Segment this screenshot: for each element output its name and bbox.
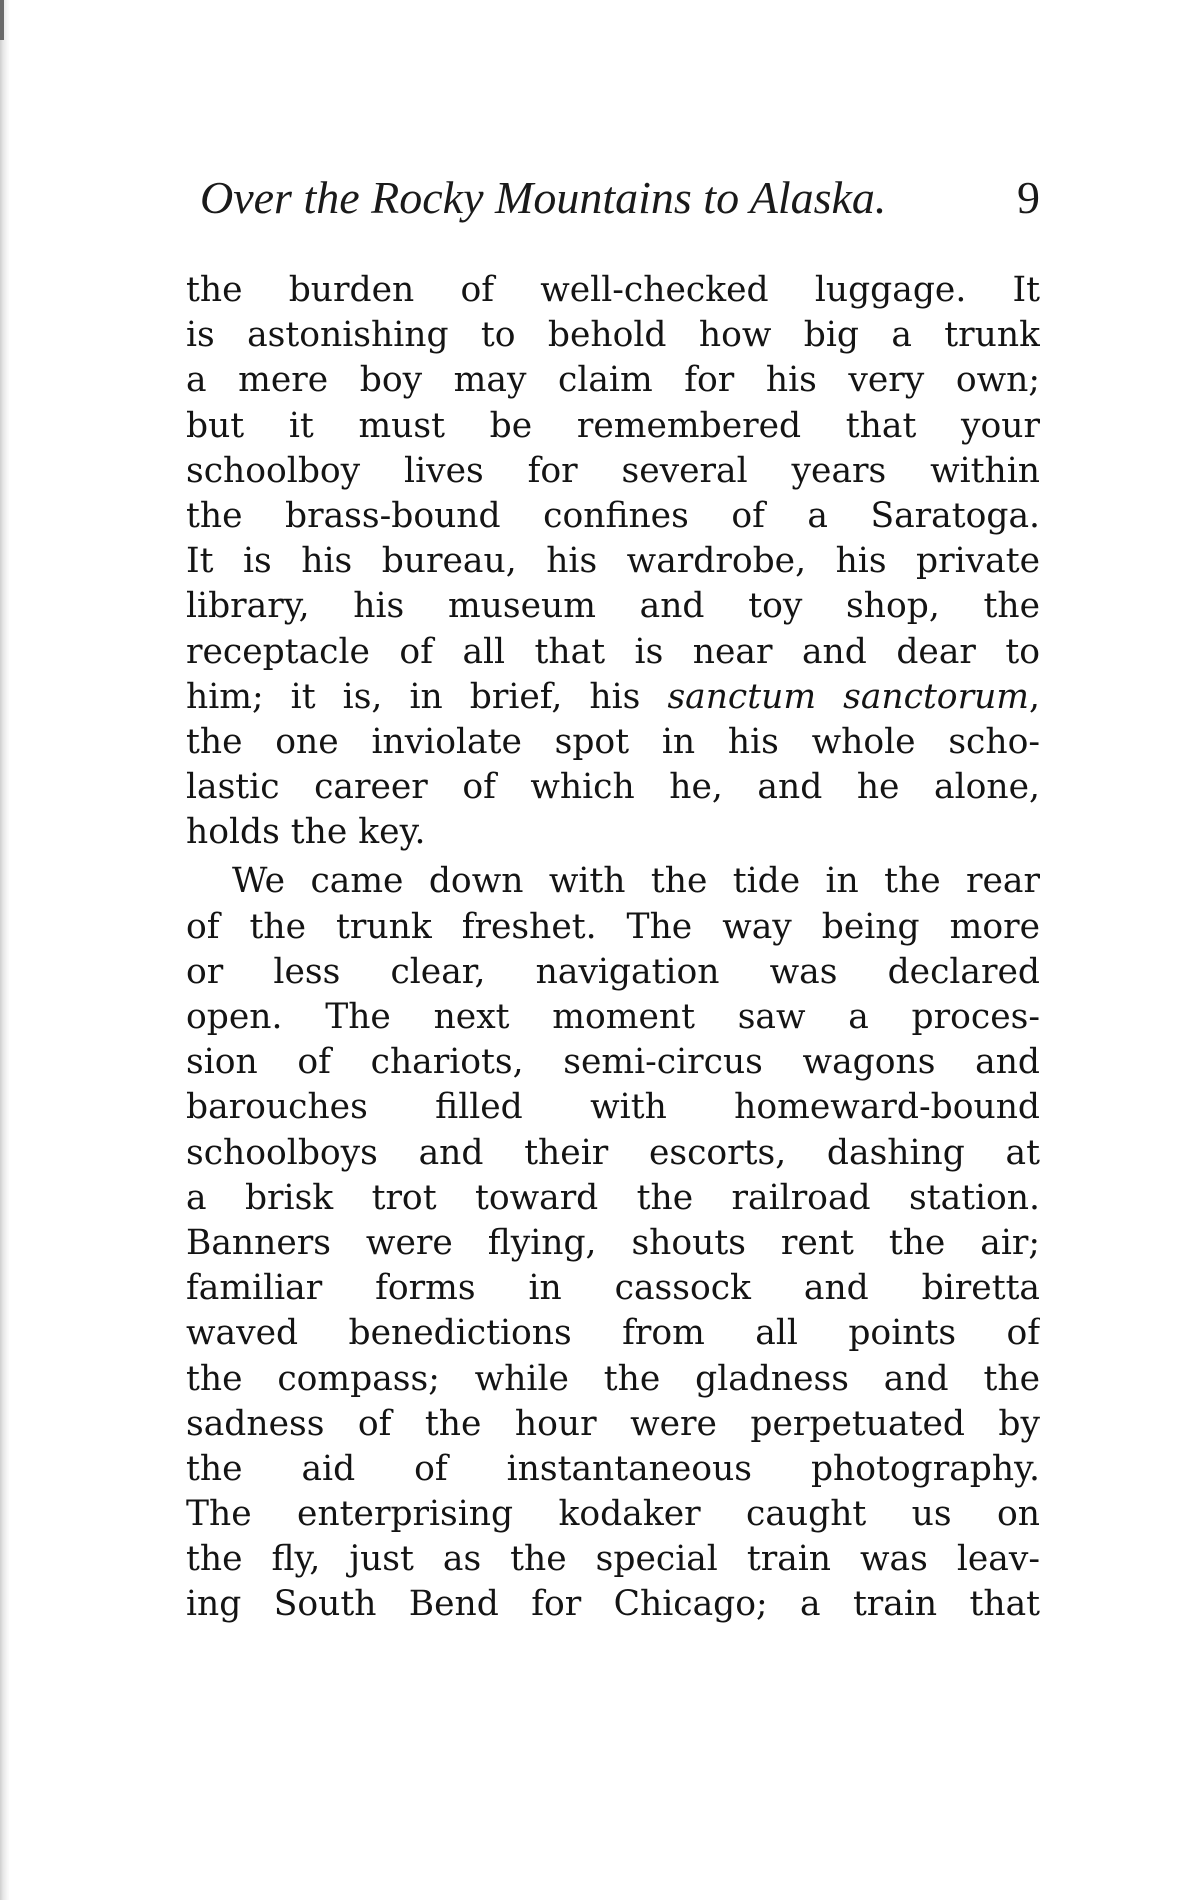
text-line: receptacle of all that is near and dear to	[186, 631, 1040, 672]
text-line: schoolboy lives for several years within	[186, 450, 1040, 491]
paragraph-2	[186, 859, 1040, 1627]
text-line: the aid of instantaneous photography.	[186, 1448, 1040, 1489]
scan-page-edge	[0, 0, 10, 1900]
page-number: 9	[1017, 172, 1040, 223]
text-line: the burden of well-checked luggage. It	[186, 270, 1040, 310]
text-line: a mere boy may claim for his very own;	[186, 360, 1040, 401]
text-line: schoolboys and their escorts, dashing at	[186, 1132, 1040, 1173]
text-line: The enterprising kodaker caught us on	[186, 1494, 1040, 1535]
text-segment: him; it is, in brief, his	[186, 676, 668, 717]
text-line: the fly, just as the special train was leav-	[186, 1539, 1040, 1580]
text-line: open. The next moment saw a proces-	[186, 997, 1040, 1037]
text-line: library, his museum and toy shop, the	[186, 586, 1040, 627]
text-line: We came down with the tide in the rear	[232, 861, 1040, 902]
text-line: the one inviolate spot in his whole scho-	[186, 721, 1040, 762]
text-line: sadness of the hour were perpetuated by	[186, 1403, 1040, 1444]
paragraph-1	[186, 268, 1040, 855]
text-line: familiar forms in cassock and biretta	[186, 1268, 1040, 1309]
text-line: Banners were flying, shouts rent the air;	[186, 1222, 1040, 1263]
text-line: the brass-bound confines of a Saratoga.	[186, 495, 1040, 536]
text-line: or less clear, navigation was declared	[186, 951, 1040, 992]
text-line: the compass; while the gladness and the	[186, 1358, 1040, 1399]
text-line: sion of chariots, semi-circus wagons and	[186, 1042, 1040, 1083]
running-title: Over the Rocky Mountains to Alaska.	[200, 172, 887, 223]
italic-phrase: sanctum sanctorum	[667, 676, 1030, 717]
text-line-with-italic	[186, 675, 1040, 720]
body-text	[186, 268, 1040, 1628]
text-line: is astonishing to behold how big a trunk	[186, 315, 1040, 356]
text-line: waved benedictions from all points of	[186, 1313, 1040, 1354]
page-header	[200, 170, 1040, 230]
text-line: It is his bureau, his wardrobe, his private	[186, 541, 1040, 582]
text-line: but it must be remembered that your	[186, 405, 1040, 446]
text-line: barouches filled with homeward-bound	[186, 1087, 1040, 1128]
scan-edge-mark	[0, 0, 4, 40]
text-line: of the trunk freshet. The way being more	[186, 906, 1040, 947]
text-segment: ,	[1029, 676, 1040, 717]
text-line: holds the key.	[186, 812, 426, 853]
text-line: a brisk trot toward the railroad station.	[186, 1177, 1040, 1218]
text-line: ing South Bend for Chicago; a train that	[186, 1584, 1040, 1625]
text-line: lastic career of which he, and he alone,	[186, 767, 1040, 808]
